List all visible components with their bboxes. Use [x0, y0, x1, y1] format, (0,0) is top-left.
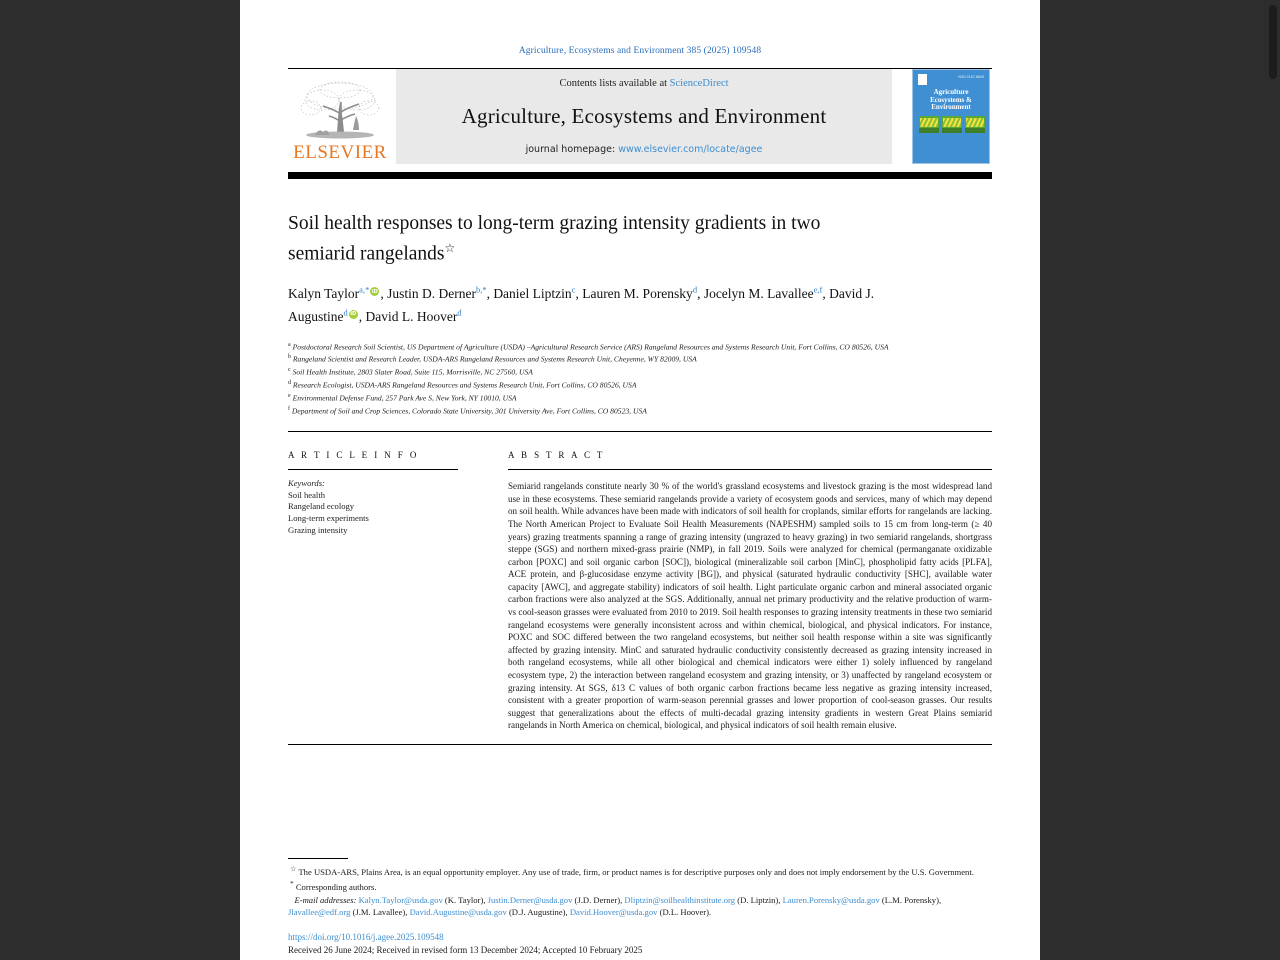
author-separator: , — [697, 286, 704, 301]
email-sep-4: , — [405, 907, 410, 918]
author-separator: , — [486, 286, 494, 301]
email-addresses-label: E-mail addresses: — [294, 895, 357, 906]
email-link-5[interactable]: David.Augustine@usda.gov — [409, 907, 507, 918]
affiliation-label: f — [288, 406, 290, 413]
affiliation-text: Soil Health Institute, 2803 Slater Road, Suite 115, Morrisville, NC 27560, USA — [292, 367, 533, 377]
affiliation-text: Rangeland Scientist and Research Leader, USDA-ARS Rangeland Resources and Systems Research Unit, Cheyenne, WY 82009, USA — [292, 354, 697, 364]
journal-cover-thumbnail — [912, 69, 992, 164]
article-info-column — [288, 450, 474, 732]
cover-elsevier-icon — [918, 74, 927, 85]
info-abstract-block — [288, 431, 992, 732]
footnote-star — [288, 864, 992, 879]
author-separator: , — [822, 286, 830, 301]
author-0 — [288, 286, 387, 301]
affiliation-text: Department of Soil and Crop Sciences, Colorado State University, 301 University Ave, Fort Collins, CO 80523, USA — [291, 406, 647, 416]
cover-photo-3 — [965, 116, 985, 133]
affiliation-label: b — [288, 354, 291, 361]
cover-photo-2 — [942, 116, 962, 133]
page-title — [288, 211, 868, 267]
vertical-scrollbar[interactable] — [1266, 0, 1280, 960]
email-link-3[interactable]: Lauren.Porensky@usda.gov — [782, 895, 880, 906]
cover-title-line1: Agriculture — [933, 88, 969, 96]
email-link-2[interactable]: Dliptzin@soilhealthinstitute.org — [624, 895, 736, 906]
sciencedirect-link[interactable]: ScienceDirect — [669, 78, 729, 89]
email-owner-2: (D. Liptzin) — [737, 895, 779, 906]
article-info-heading: A R T I C L E I N F O — [288, 450, 419, 461]
keywords-label: Keywords: — [288, 478, 325, 489]
email-sep-5: , — [565, 907, 570, 918]
doi-link[interactable]: https://doi.org/10.1016/j.agee.2025.109548 — [288, 931, 444, 942]
keyword-item: Rangeland ecology — [288, 501, 355, 512]
title-footnote-marker: ☆ — [444, 241, 456, 255]
footnote-emails — [288, 895, 992, 919]
author-affil-marker: a,* — [359, 284, 370, 295]
email-link-1[interactable]: Justin.Derner@usda.gov — [487, 895, 573, 906]
footnote-star-text: The USDA-ARS, Plains Area, is an equal opportunity employer. Any use of trade, firm, or product names is for descriptive purposes only and does not imply endorsement by the U.S. Government. — [298, 866, 974, 877]
affiliation-item — [288, 391, 898, 404]
email-owner-3: (L.M. Porensky) — [881, 895, 939, 906]
keyword-item: Soil health — [288, 489, 325, 500]
footnote-corresponding-marker: * — [290, 879, 294, 888]
cover-photo-strip — [919, 116, 985, 133]
affiliation-item — [288, 404, 898, 417]
received-dates: Received 26 June 2024; Received in revised form 13 December 2024; Accepted 10 February 2025 — [288, 944, 643, 955]
email-owner-6: (D.L. Hoover) — [659, 907, 710, 918]
journal-homepage-line — [526, 144, 763, 155]
author-separator: , — [358, 308, 366, 324]
keywords-list — [288, 478, 458, 536]
author-2 — [493, 286, 582, 301]
elsevier-tree-icon — [297, 80, 383, 142]
affiliation-item — [288, 352, 898, 365]
pdf-page — [240, 0, 1040, 960]
scrollbar-thumb[interactable] — [1269, 5, 1277, 79]
running-head-text: Agriculture, Ecosystems and Environment 385 (2025) 109548 — [518, 46, 762, 56]
email-sep-1: , — [620, 895, 625, 906]
email-sep-6: . — [709, 907, 712, 918]
journal-title: Agriculture, Ecosystems and Environment — [461, 104, 827, 128]
abstract-block-bottom-rule — [288, 744, 992, 745]
email-sep-2: , — [778, 895, 783, 906]
journal-masthead — [288, 68, 992, 164]
affiliation-label: e — [288, 393, 291, 400]
author-name: Justin D. Derner — [387, 286, 476, 301]
affiliation-label: d — [288, 380, 291, 387]
author-4 — [704, 286, 829, 301]
masthead-center-panel — [396, 69, 892, 164]
abstract-text: Semiarid rangelands constitute nearly 30 % of the world's grassland ecosystems and livestock grazing is the most widespread land use in these ecosystems. These semiarid rangelands provide a variety of ecosystem goods and services, many of which may depend on soil health. While advances have been made with indicators of soil health for croplands, similar efforts for rangelands are lacking. The North American Project to Evaluate Soil Health Measurements (NAPESHM) sampled soils to 15 cm from long-term (≥ 40 years) grazing treatments spanning a range of grazing intensity (ungrazed to heavy grazing) in two semiarid rangelands, shortgrass steppe (SGS) and northern mixed-grass prairie (NMP), in fall 2019. Soils were analyzed for chemical (permanganate oxidizable carbon [POXC] and soil organic carbon [SOC]), biological (mineralizable soil carbon [MinC], phospholipid fatty acids [PLFA], ACE protein, and β-glucosidase enzyme activity [BG]), and physical (saturated hydraulic conductivity [SHC], available water capacity [AWC], and aggregate stability) indicators of soil health. Light particulate organic carbon and mineral associated organic carbon fractions were also analyzed at the SGS. Additionally, annual net primary productivity and the relative production of warm-vs cool-season grasses were evaluated from 2010 to 2019. Soil health responses to grazing intensity treatments in these two semiarid rangeland ecosystems were generally inconsistent across and within chemical, biological, and physical indicators. For instance, POXC and SOC differed between the two rangeland ecosystems, but neither soil health response within a site was significantly affected by grazing intensity. MinC and saturated hydraulic conductivity consistently decreased as grazing intensity increased in both rangeland ecosystems, while all other biological and chemical indicators were either 1) solely influenced by rangeland ecosystem type, 2) the interaction between rangeland ecosystem and grazing intensity, or 3) unaffected by rangeland ecosystem or grazing intensity. At SGS, δ13 C values of both organic carbon fractions became less negative as grazing intensity increased, consistent with a greater proportion of warm-season perennial grasses and lower proportion of cool-season grasses. Our results suggest that generalizations about the effects of multi-decadal grazing intensity gradients in western Great Plains semiarid rangelands in North America on chemical, biological, and physical indicators of soil health remain elusive. — [508, 481, 992, 731]
author-name: David L. Hoover — [365, 308, 458, 324]
contents-available-text: Contents lists available at — [559, 78, 670, 89]
affiliation-text: Postdoctoral Research Soil Scientist, US Department of Agriculture (USDA) –Agricultural Research Service (ARS) Rangeland Resources and Systems Research Unit, Fort Collins, CO 80526, USA — [292, 342, 889, 352]
affiliation-list — [288, 340, 898, 418]
author-6 — [366, 309, 462, 324]
author-separator: , — [380, 286, 388, 301]
affiliation-label: c — [288, 367, 291, 374]
author-3 — [582, 286, 704, 301]
journal-homepage-link[interactable]: www.elsevier.com/locate/agee — [618, 144, 763, 155]
author-affil-marker: d — [692, 284, 698, 295]
page-title-text: Soil health responses to long-term grazing intensity gradients in two semiarid rangelands — [288, 213, 821, 265]
cover-image — [912, 69, 990, 164]
footnote-corresponding-text: Corresponding authors. — [295, 881, 377, 892]
affiliation-item — [288, 340, 898, 353]
author-affil-marker: c — [571, 284, 576, 295]
author-name: Jocelyn M. Lavallee — [703, 286, 814, 301]
author-affil-marker: d — [343, 307, 348, 317]
author-name: Lauren M. Porensky — [582, 286, 693, 301]
footnotes-section — [288, 858, 992, 957]
email-link-4[interactable]: Jlavallee@edf.org — [288, 907, 351, 918]
masthead-black-bar — [288, 172, 992, 179]
doi-line — [288, 932, 992, 944]
abstract-rule — [508, 469, 992, 470]
keyword-item: Grazing intensity — [288, 524, 348, 535]
email-owner-5: (D.J. Augustine) — [508, 907, 566, 918]
email-owner-0: (K. Taylor) — [444, 895, 484, 906]
author-name: David J. Augustine — [288, 286, 875, 324]
cover-title-line3: Environment — [931, 103, 971, 112]
orcid-icon[interactable] — [349, 310, 358, 319]
abstract-column — [474, 450, 992, 732]
email-link-6[interactable]: David.Hoover@usda.gov — [569, 907, 658, 918]
cover-title-line2: Ecosystems & — [930, 95, 972, 104]
affiliation-item — [288, 365, 898, 378]
affiliation-item — [288, 378, 898, 391]
author-affil-marker: d — [457, 307, 462, 317]
abstract-heading: A B S T R A C T — [508, 450, 605, 461]
author-affil-marker: e,f — [813, 284, 823, 295]
contents-available-line — [559, 78, 728, 89]
author-list — [288, 281, 928, 326]
cover-issn: ISSN 0167-8809 — [958, 75, 984, 79]
email-sep-3: , — [938, 895, 942, 906]
elsevier-logo — [288, 69, 392, 164]
author-name: Daniel Liptzin — [493, 286, 572, 301]
author-1 — [387, 286, 493, 301]
orcid-icon[interactable] — [370, 287, 379, 296]
affiliation-text: Environmental Defense Fund, 257 Park Ave S, New York, NY 10010, USA — [292, 393, 517, 403]
keyword-item: Long-term experiments — [288, 512, 369, 523]
email-sep-0: , — [483, 895, 488, 906]
email-owner-1: (J.D. Derner) — [574, 895, 621, 906]
journal-homepage-label: journal homepage: — [525, 144, 619, 155]
email-owner-4: (J.M. Lavallee) — [352, 907, 406, 918]
affiliation-text: Research Ecologist, USDA-ARS Rangeland Resources and Systems Research Unit, Fort Collins, CO 80526, USA — [292, 380, 637, 390]
cover-title — [913, 89, 989, 112]
author-name: Kalyn Taylor — [288, 286, 360, 301]
footnote-separator-rule — [288, 858, 348, 859]
cover-photo-1 — [919, 116, 939, 133]
article-info-rule — [288, 469, 458, 470]
author-separator: , — [575, 286, 583, 301]
author-affil-marker: b,* — [475, 284, 487, 295]
footnote-corresponding — [288, 879, 992, 894]
running-head — [288, 0, 992, 56]
affiliation-label: a — [288, 341, 291, 348]
email-link-0[interactable]: Kalyn.Taylor@usda.gov — [358, 895, 443, 906]
footnote-star-marker: ☆ — [290, 865, 297, 873]
elsevier-wordmark: ELSEVIER — [293, 142, 387, 163]
